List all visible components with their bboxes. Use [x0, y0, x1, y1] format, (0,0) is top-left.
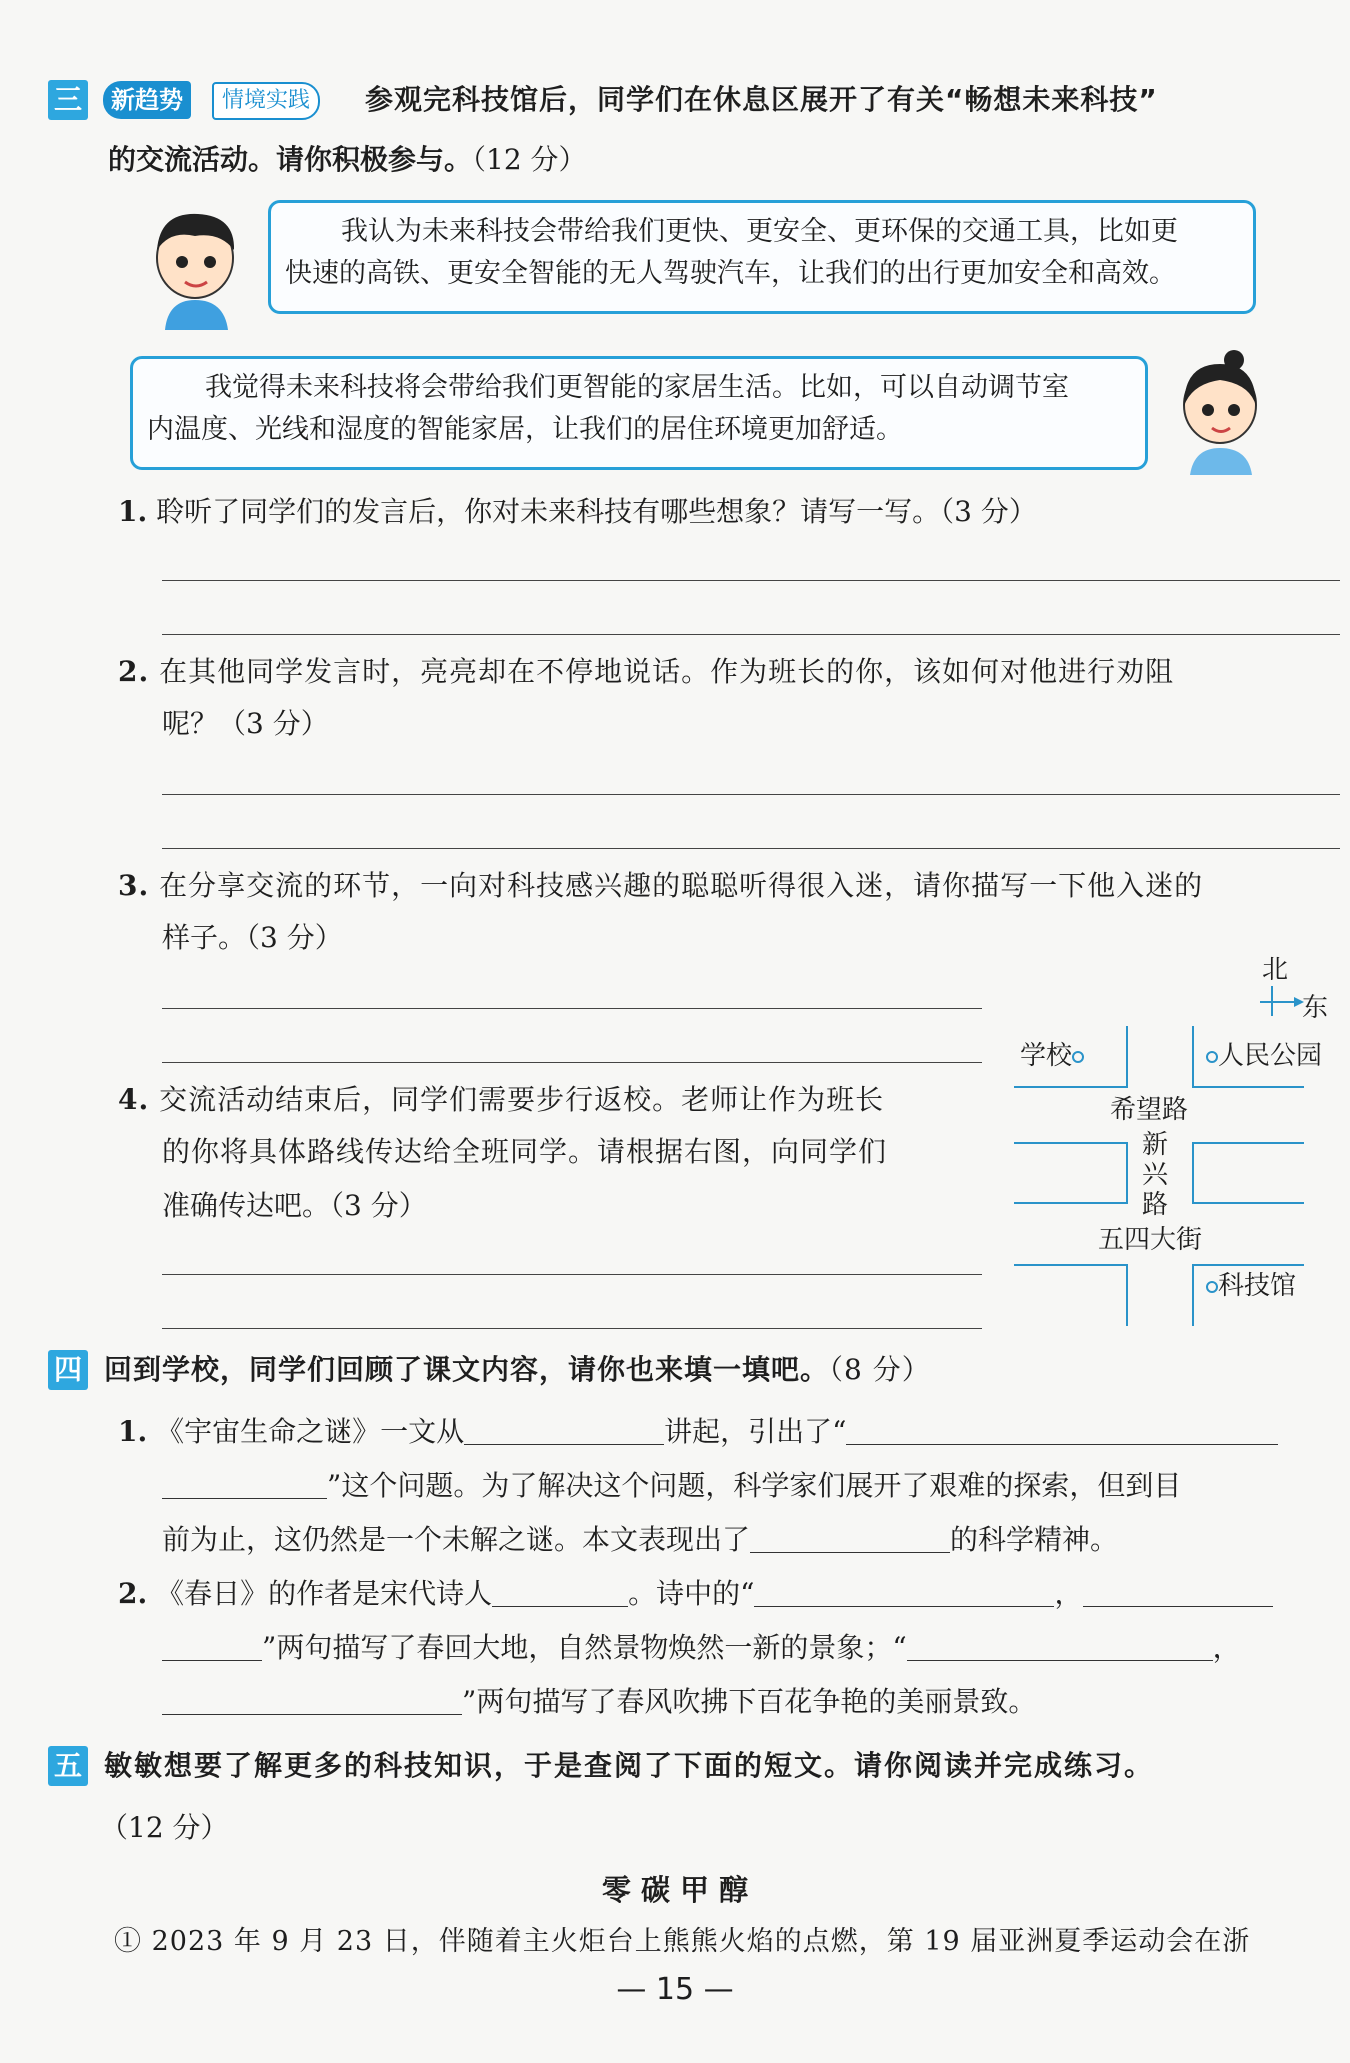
road-edge	[1014, 1264, 1128, 1326]
section-4-number: 四	[48, 1350, 88, 1390]
bubble2-line1: 我觉得未来科技将会带给我们更智能的家居生活。比如，可以自动调节室	[205, 372, 1069, 403]
answer-line[interactable]	[162, 634, 1340, 635]
road-edge	[1192, 1142, 1304, 1204]
museum-label: 科技馆	[1206, 1270, 1296, 1302]
fill-blank[interactable]	[754, 1576, 1054, 1607]
school-label: 学校	[1020, 1040, 1084, 1072]
question-3-line2: 样子。（3 分）	[162, 921, 343, 954]
trend-tag: 新趋势	[103, 81, 191, 119]
fill-blank[interactable]	[907, 1630, 1213, 1661]
section-5-number: 五	[48, 1746, 88, 1786]
section-4-title: 回到学校，同学们回顾了课文内容，请你也来填一填吧。（8 分）	[104, 1353, 931, 1386]
road-edge	[1014, 1142, 1128, 1204]
fill-q2-line2: ”两句描写了春回大地，自然景物焕然一新的景象；“ ，	[162, 1628, 1241, 1668]
fill-blank[interactable]	[162, 1630, 262, 1661]
fill-blank[interactable]	[492, 1576, 628, 1607]
question-4-line3: 准确传达吧。（3 分）	[162, 1189, 427, 1222]
question-1: 1. 聆听了同学们的发言后，你对未来科技有哪些想象？请写一写。（3 分）	[118, 495, 1037, 528]
compass-icon	[1258, 984, 1308, 1020]
fill-blank[interactable]	[750, 1522, 950, 1553]
fill-blank[interactable]	[162, 1468, 327, 1499]
article-title: 零 碳 甲 醇	[601, 1873, 749, 1907]
fill-q1-line1: 1. 《宇宙生命之谜》一文从 讲起，引出了“	[118, 1412, 1278, 1452]
museum-marker	[1206, 1281, 1218, 1293]
answer-line[interactable]	[162, 580, 1340, 581]
fill-blank[interactable]	[464, 1414, 664, 1445]
question-4-line2: 的你将具体路线传达给全班同学。请根据右图，向同学们	[162, 1135, 888, 1168]
fill-q2-line3: ”两句描写了春风吹拂下百花争艳的美丽景致。	[162, 1682, 1036, 1722]
section-5-title: 敏敏想要了解更多的科技知识，于是查阅了下面的短文。请你阅读并完成练习。	[104, 1749, 1155, 1782]
question-3-line1: 3. 在分享交流的环节，一向对科技感兴趣的聪聪听得很入迷，请你描写一下他入迷的	[118, 869, 1204, 902]
road-edge	[1192, 1026, 1304, 1088]
page-number: — 15 —	[616, 1972, 734, 2007]
article-paragraph-1: ① 2023 年 9 月 23 日，伴随着主火炬台上熊熊火焰的点燃，第 19 届亚洲夏季运动会在浙	[114, 1926, 1251, 1957]
answer-line[interactable]	[162, 848, 1340, 849]
xinxing-road-label: 新兴路	[1142, 1130, 1169, 1220]
section-5-score: （12 分）	[100, 1811, 229, 1844]
practice-tag: 情境实践	[212, 82, 320, 120]
girl-avatar	[1170, 350, 1270, 475]
question-2-line1: 2. 在其他同学发言时，亮亮却在不停地说话。作为班长的你，该如何对他进行劝阻	[118, 655, 1175, 688]
bubble2-line2: 内温度、光线和湿度的智能家居，让我们的居住环境更加舒适。	[147, 414, 903, 445]
wusi-street-label: 五四大街	[1098, 1225, 1203, 1255]
answer-line[interactable]	[162, 1328, 982, 1329]
hope-road-label: 希望路	[1110, 1095, 1189, 1125]
section-3-title-line2: 的交流活动。请你积极参与。（12 分）	[108, 143, 587, 176]
bubble1-line2: 快速的高铁、更安全智能的无人驾驶汽车，让我们的出行更加安全和高效。	[285, 258, 1176, 289]
fill-blank[interactable]	[162, 1684, 462, 1715]
question-4-line1: 4. 交流活动结束后，同学们需要步行返校。老师让作为班长	[118, 1083, 885, 1116]
road-edge	[1014, 1026, 1128, 1088]
girl-speech-bubble	[130, 356, 1148, 470]
fill-q1-line2: ”这个问题。为了解决这个问题，科学家们展开了艰难的探索，但到目	[162, 1466, 1181, 1506]
section-3-title-line1: 参观完科技馆后，同学们在休息区展开了有关“畅想未来科技”	[365, 83, 1158, 116]
answer-line[interactable]	[162, 1062, 982, 1063]
fill-blank[interactable]	[846, 1414, 1278, 1445]
north-label: 北	[1262, 955, 1289, 985]
boy-avatar	[140, 200, 250, 330]
fill-q1-line3: 前为止，这仍然是一个未解之谜。本文表现出了 的科学精神。	[162, 1523, 1119, 1556]
park-label: 人民公园	[1206, 1040, 1322, 1072]
fill-q2-line1: 2. 《春日》的作者是宋代诗人 。诗中的“ ，	[118, 1574, 1273, 1614]
answer-line[interactable]	[162, 794, 1340, 795]
section-3-number: 三	[48, 80, 88, 120]
answer-line[interactable]	[162, 1008, 982, 1009]
boy-speech-bubble	[268, 200, 1256, 314]
bubble1-line1: 我认为未来科技会带给我们更快、更安全、更环保的交通工具，比如更	[341, 216, 1178, 247]
east-label: 东	[1302, 993, 1329, 1023]
fill-blank[interactable]	[1083, 1576, 1273, 1607]
question-2-line2: 呢？（3 分）	[162, 707, 329, 740]
answer-line[interactable]	[162, 1274, 982, 1275]
